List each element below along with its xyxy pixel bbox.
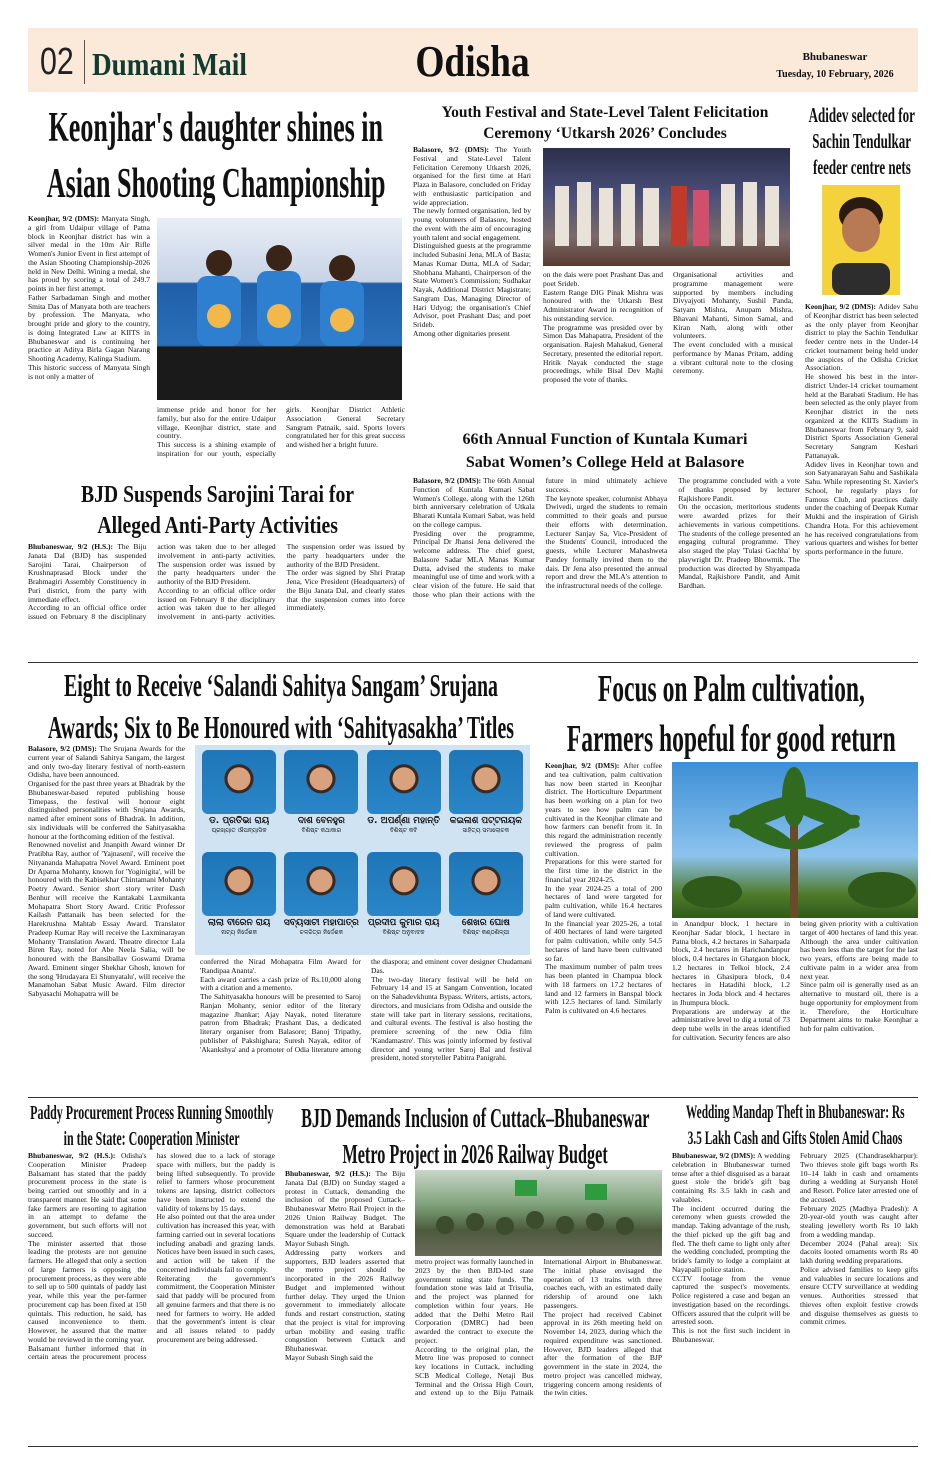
lead-text: A wedding celebration in Bhubaneswar turned tense after a thief disguised as a baraat guest stole the bride's gift bag containing Rs 3.5 lakh in cash and valuables. xyxy=(672,1152,790,1204)
article-body-metro-cont xyxy=(415,1258,662,1442)
headline-line: Metro Project in 2026 Railway Budget xyxy=(342,1139,608,1169)
paragraph: on the dais were poet Prashant Das and poet Srideb. xyxy=(543,271,663,288)
ceremony-illustration xyxy=(543,148,790,266)
lead-paragraph xyxy=(28,215,150,294)
paragraph-list xyxy=(200,958,532,1063)
paragraph: Father Sarbadaman Singh and mother Smita Das of Manyata both are teachers by profession. The Manyata, who brought pride and glory to the country, is doing Integrated Law at KIITS in Bhubaneswar and is continuing her practice at Aditya Birla Gagan Narang Shooting Academy, Kalinga Stadium. xyxy=(28,292,150,363)
awardee-tile xyxy=(447,750,525,848)
headline-paddy xyxy=(28,1100,275,1152)
awardee-portrait xyxy=(367,750,441,814)
paragraph: The incident occurred during the ceremony when guests crowded the mandap. Taking advantage of the rush, the thief picked up the gift bag and fled. The theft came to light only after the wedding concluded, prompting the bride's family to lodge a complaint at Nayapalli police station. xyxy=(672,1203,790,1274)
paragraph: Mayor Subash Singh said the xyxy=(285,1352,373,1362)
paragraph: The two-day literary festival will be held on February 14 and 15 at Sangam Convention, located on the Sahadevkhunta Bypass. Writers, artists, actors, directors, and musicians from Odisha and outside the state will take part in literary sessions, recitations, and cultural events. The festival is also hosting the premiere screening of the new Odia film 'Kandamastre'. This was jointly informed by festival director and young writer Saroj Bal and festival president, noted storyteller Pabitra Panigrahi. xyxy=(371,974,532,1063)
dateline: Keonjhar, 9/2 (DMS): xyxy=(805,303,877,311)
page-bottom-rule xyxy=(28,1446,918,1447)
headline-adidev xyxy=(805,102,918,180)
lead-paragraph xyxy=(28,1152,147,1240)
paragraph-list xyxy=(543,271,793,385)
article-body-adidev xyxy=(805,303,918,657)
paragraph: In the year 2024-25 a total of 200 hectares of land were targeted for palm cultivation, while 16.4 hectares of land were cultivated. xyxy=(545,883,662,919)
paragraph: February 2025 (Madhya Pradesh): A 20-year-old youth was caught after stealing jewellery worth Rs 10 lakh from a wedding mandap. xyxy=(800,1203,918,1239)
shooting-medalists-photo xyxy=(157,218,402,400)
newspaper-name: Dumani Mail xyxy=(92,46,247,82)
headline-line: BJD Demands Inclusion of Cuttack–Bhubaneswar xyxy=(300,1103,650,1133)
paragraph: The event concluded with a musical performance by Manas Pritam, adding a vibrant cultural note to the closing ceremony. xyxy=(673,340,793,376)
awardee-name: କଇଳାଶ ପଟ୍ଟନାୟକ xyxy=(449,816,522,826)
lead-paragraph xyxy=(805,303,918,373)
awardee-role: ଚଳଚ୍ଚିତ୍ର ନିର୍ଦ୍ଦେଶକ xyxy=(299,929,344,936)
headline-line: Farmers hopeful for good return xyxy=(567,718,896,760)
lead-text: Adidev Sahu of Keonjhar district has been selected as the only player from Keonjhar district to play the Sachin Tendulkar feeder centre nets in the Under-14 cricket tournament being held under the auspices of the Odisha Cricket Association. xyxy=(805,303,918,373)
lead-paragraph xyxy=(28,543,146,604)
article-body-palm-cont xyxy=(672,920,918,1090)
awardee-tile xyxy=(200,852,278,950)
lead-text: The Srujana Awards for the current year of Salandi Sahitya Sangam, the largest and only two-day literary festival of north-eastern Odisha, have been announced. xyxy=(28,745,185,780)
paragraph: Presiding over the programme, Principal Dr Jhansi Jena delivered the welcome address. The chief guest, Balasore Sadar MLA Manas Kumar Dutta, advised the students to make meaningful use of time and work with a clear vision of the future. He said that those who plan their actions with the future in mind ultimately achieve success. xyxy=(413,477,668,599)
awardee-role: ନାଟ୍ୟ ନିର୍ଦ୍ଦେଶକ xyxy=(221,929,258,936)
awardee-role: ବିଶିଷ୍ଟ କଣ୍ଠଶିଳ୍ପୀ xyxy=(462,929,510,936)
paragraph: Among other dignitaries present xyxy=(413,328,510,338)
lead-text: Odisha's Cooperation Minister Pradeep Balsamant has stated that the paddy procurement process in the state is being carried out smoothly and in a transparent manner. He said that some fake farmers are resorting to agitation in an attempt to defame the government, but such efforts will not succeed. xyxy=(28,1152,147,1239)
paragraph: On the occasion, meritorious students were awarded prizes for their achievements in various competitions. The students of the college presented an engaging cultural programme. They also staged the play 'Tulasi Gachha' by playwright Dr. Pradeep Bhowmik. The production was directed by Shyampada Mandal, Rajkishore Pandit, and Amit Bardhan. xyxy=(678,502,800,590)
section-divider xyxy=(28,1097,918,1098)
awardee-portrait xyxy=(284,750,358,814)
awardee-tile xyxy=(365,852,443,950)
paragraph: The maximum number of palm trees has been planted in Champua block with 18 farmers on 17.2 hectares of land and 12 farmers in Banspal block with 12.5 hectares of land. Similarly Palm is cultivated on 4.6 hectares xyxy=(545,962,662,1015)
article-body-salandi-cont xyxy=(200,958,532,1095)
article-body-palm xyxy=(545,762,662,1092)
paragraph-list xyxy=(157,406,405,459)
awardee-name: ଦାଶ ବେନହୁର xyxy=(297,816,345,826)
dateline: Balasore, 9/2 (DMS): xyxy=(413,477,482,485)
paragraph: According to an official office order issued on February 8 the disciplinary action was taken due to her alleged involvement in anti-party activities. The suspension order was issued by the party headquarters under the authority of the BJD President. xyxy=(28,543,276,621)
awardee-name: ଡ. ଅପର୍ଣ୍ଣା ମହାନ୍ତି xyxy=(367,816,440,826)
paragraph: The newly formed organisation, led by young volunteers of Balasore, hosted the event with the aim of encouraging youth talent and social engagement. xyxy=(413,206,531,242)
headline-line: Sabat Women’s College Held at Balasore xyxy=(465,454,745,471)
headline-line: Adidev selected for xyxy=(808,103,915,127)
paragraph: Preparations are underway at the administrative level to dig a total of 73 deep tube wells in the areas identified for cultivation. Security fences are also being given priority with a cultivation target of 400 hectares of land this year. Although the area under cultivation has been less than the target for the last two years, efforts are being made to cultivate palm in a wider area from next year. xyxy=(672,920,918,1042)
lead-text: The Youth Festival and State-Level Talent Felicitation Ceremony Utkarsh 2026, organised for the first time at Hari Plaza in Balasore, concluded on Friday with enthusiastic participation and wide appreciation. xyxy=(413,146,531,207)
awardee-tile xyxy=(282,852,360,950)
paragraph: This historic success of Manyata Singh is not only a matter of xyxy=(28,362,150,381)
portrait-illustration xyxy=(822,185,900,295)
dateline: Bhubaneswar, 9/2 (H.S.): xyxy=(285,1170,371,1178)
awardee-tile xyxy=(200,750,278,848)
utkarsh-ceremony-photo xyxy=(543,148,790,266)
lead-text: After coffee and tea cultivation, palm cultivation has now been started in Keonjhar district. The Horticulture Department has been working on a plan for two years to see how palm can be cultivated in the Keonjhar climate and how farmers can benefit from it. In this regard the administration recently reviewed the progress of palm cultivation. xyxy=(545,762,662,858)
article-body-shooting-cont xyxy=(157,406,405,472)
paragraph-list xyxy=(805,373,918,557)
headline-kuntala xyxy=(410,428,800,474)
headline-line: Ceremony ‘Utkarsh 2026’ Concludes xyxy=(483,125,727,142)
awardee-portrait xyxy=(449,852,523,916)
article-body-utkarsh-cont xyxy=(543,271,793,423)
paragraph-list xyxy=(413,207,531,338)
paragraph: Distinguished guests at the programme included Subasini Jena, MLA of Basta; Manas Kumar Dutta, MLA of Sadar; Shobhana Mahanti, Chairperson of the State Women's Commission; Sudhakar Nayak, Additional District Magistrate; Sangram Das, Managing Director of Hari Udyog; the organisation's Chief Advisor, poet Prashant Das; and poet Srideb. xyxy=(413,241,531,329)
lead-paragraph xyxy=(413,477,535,530)
paragraph: metro project was formally launched in 2023 by the then BJD-led state government using state funds. The foundation stone was laid at Trisulia, and the project was planned for completion within four years. He added that the Delhi Metro Rail Corporation (DMRC) had been awarded the contract to execute the project. xyxy=(415,1258,534,1345)
palm-illustration xyxy=(672,762,918,918)
headline-line: 66th Annual Function of Kuntala Kumari xyxy=(462,431,748,448)
headline-line: BJD Suspends Sarojini Tarai for xyxy=(80,482,355,508)
awardee-portrait xyxy=(367,852,441,916)
headline-line: Youth Festival and State-Level Talent Felicitation xyxy=(441,104,769,121)
awardee-role: ବିଶିଷ୍ଟ ଅନୁବାଦକ xyxy=(382,929,425,936)
paragraph: Organised for the past three years at Bhadrak by the Bhubaneswar-based reputed publishing house Timepass, the festival will honour eight distinguished personalities with Srujana Awards, named after eminent sons of Bhadrak. In addition, six individuals will be conferred the Sahityasakha honour at the forthcoming edition of the festival. xyxy=(28,779,185,841)
article-body-shooting xyxy=(28,215,150,473)
awardee-role: ବିଶିଷ୍ଟ କବି xyxy=(389,827,418,834)
headline-line: Alleged Anti-Party Activities xyxy=(97,513,338,539)
paragraph: Each award carries a cash prize of Rs.10,000 along with a citation and a memento. xyxy=(200,974,361,993)
paragraph: The Sahityasakha honours will be presented to Saroj Ranjan Mohanty, senior editor of the literary magazine Jhankar; Ajay Nayak, noted literature patron from Bhadrak; Prashant Das, a dedicated literary organiser from Balasore; Banoj Tripathy, publisher of Pakshighara; Suresh Nayak, editor of 'Akankshya' and a promoter of Odia literature among the diaspora; and eminent cover designer Chudamani Das. xyxy=(200,958,532,1054)
lead-text: The Biju Janata Dal (BJD) on Sunday staged a protest in Cuttack, demanding the inclusion of the proposed Cuttack–Bhubaneswar Metro Rail Project in the 2026 Union Railway Budget. The demonstration was held at Barabati Square under the leadership of Cuttack Mayor Subash Singh. xyxy=(285,1170,405,1248)
paragraph: Eastern Range DIG Pinak Mishra was honoured with the Utkarsh Best Administrator Award in recognition of his outstanding service. xyxy=(543,287,663,323)
awardee-portrait xyxy=(449,750,523,814)
paragraph: Renowned novelist and Jnanpith Award winner Dr Pratibha Ray, author of 'Yajnaseni', will receive the Nityananda Mahapatra Novel Award. Eminent poet Dr Aparna Mohanty, known for 'Yoginigita', will be honoured with the Kabisekhar Chintamani Mohanty Poetry Award. Senior short story writer Dash Benhur will receive the Kantakabi Laxmikanta Mohapatra Short Story Award. Critic Professor Kailash Pattanaik has been selected for the Harekrushna Mahtab Essay Award. Translator Pradeep Kumar Ray will receive the Laxminarayan Mohanty Translation Award. Theatre director Lala Biren Ray, noted for Abe Neela Salia, will be honoured with the Bansiballav Goswami Drama Award. Eminent singer Shekhar Ghosh, known for the song 'Hrudayara Ei Shunyatalu', will receive the Manamohan Sabat Music Award. Film director Sabyasachi Mohapatra will be xyxy=(28,840,185,998)
paragraph: CCTV footage from the venue captured the suspect's movements. Police registered a case and began an investigation based on the recordings. Officers assured that the culprit will be arrested soon. xyxy=(672,1273,790,1327)
article-body-salandi xyxy=(28,745,185,1095)
headline-line: Keonjhar's daughter shines in xyxy=(48,105,384,151)
headline-wedding-theft xyxy=(672,1100,918,1152)
section-divider xyxy=(28,662,918,663)
paragraph: December 2024 (Pahal area): Six dacoits looted ornaments worth Rs 40 lakh during wedding preparations. xyxy=(800,1238,918,1265)
awardee-name: ଶେଖର ଘୋଷ xyxy=(461,918,510,928)
awardee-portrait xyxy=(202,750,276,814)
paragraph-list xyxy=(672,920,918,1043)
paragraph: Addressing party workers and supporters, BJD leaders asserted that the metro project should be incorporated in the 2026 Railway Budget and implemented without further delay. They urged the Union government to immediately allocate funds and restart construction, stating that the project is vital for improving urban mobility and easing traffic congestion between Cuttack and Bhubaneswar. xyxy=(285,1247,405,1353)
lead-text: The Biju Janata Dal (BJD) has suspended Sarojini Tarai, Chairperson of Krushnaprasad Block under the Brahmagiri Assembly Constituency in Puri district, from the party with immediate effect. xyxy=(28,543,147,604)
lead-paragraph xyxy=(672,1152,790,1205)
paragraph-list xyxy=(28,780,185,999)
dateline: Balasore, 9/2 (DMS): xyxy=(28,745,97,753)
paragraph: The programme concluded with a vote of thanks proposed by lecturer Rajkishore Pandit. xyxy=(678,477,800,503)
headline-line: Focus on Palm cultivation, xyxy=(597,668,866,710)
paragraph: Police advised families to keep gifts and valuables in secure locations and ensure CCTV surveillance at wedding venues. Authorities stressed that thieves often exploit festive crowds and disguise themselves as guests to commit crimes. xyxy=(800,1264,918,1327)
awardee-role: ସାହିତ୍ୟ ସମାଲୋଚକ xyxy=(462,827,510,834)
paragraph: The keynote speaker, columnist Abhaya Dwivedi, urged the students to remain committed to their goals and pursue their efforts with determination. Lecturer Sanjay Sa, Vice-President of the Students' Council, introduced the guests, while Lecturer Mahashweta Pandey formally invited them to the dais. Dr Jena also presented the annual report and drew the MLA's attention to the infrastructural needs of the college. xyxy=(545,493,668,590)
article-body-paddy xyxy=(28,1152,275,1442)
paragraph-list xyxy=(285,1249,405,1363)
paragraph-list xyxy=(545,858,662,1016)
paragraph-list xyxy=(415,1258,662,1398)
paragraph: He also pointed out that the area under cultivation has increased this year, with farming carried out in several locations including anabadi and grazing lands. Notices have been issued in such cases, and action will be taken if the concerned individuals fail to comply. xyxy=(156,1212,275,1274)
paragraph: The minister asserted that those leading the protests are not genuine farmers. He alleged that only a section of large farmers is opposing the procurement process, as they were able to sell up to 500 quintals of paddy last year, while this year the per-farmer procurement cap has been fixed at 150 quintals. This reduction, he said, has caused inconvenience to them. However, he assured that the matter would be reviewed in the coming year. xyxy=(28,1238,147,1344)
headline-line: Sachin Tendulkar xyxy=(812,129,911,153)
paragraph: The order was signed by Shri Pratap Jena, Vice President (Headquarters) of the Biju Janata Dal, and clearly states that the suspension comes into force immediately. xyxy=(286,568,405,613)
paragraph: February 2025 (Chandrasekharpur): Two thieves stole gift bags worth Rs 10–14 lakh in cash and ornaments during a wedding at Suryansh Hotel and Resort. Police later arrested one of the accused. xyxy=(800,1152,918,1204)
adidev-portrait-photo xyxy=(822,185,900,295)
headline-line: Asian Shooting Championship xyxy=(46,161,386,207)
article-body-wedding-theft xyxy=(672,1152,918,1442)
awardee-role: ବିଶିଷ୍ଟ କଥାକାର xyxy=(301,827,342,834)
lead-paragraph xyxy=(413,146,531,207)
headline-line: Paddy Procurement Process Running Smoothly xyxy=(29,1102,274,1124)
paragraph: Balsamant further informed that in certain areas the procurement process has slowed due to a lack of storage space with millers, but the paddy is being lifted subsequently. To provide relief to farmers whose procurement tokens are lapsing, district collectors have been instructed to extend the validity of tokens by 15 days. xyxy=(28,1152,275,1362)
paragraph: Preparations for this were started for the first time in the district in the financial year 2024-25. xyxy=(545,857,662,884)
paragraph: immense pride and honor for her family, but also for the entire Udaipur village, Keonjhar district, state and country. xyxy=(157,406,276,441)
headline-line: Wedding Mandap Theft in Bhubaneswar: Rs xyxy=(685,1102,905,1123)
article-body-bjd-suspends xyxy=(28,543,405,659)
paragraph: Reiterating the government's commitment, the Cooperation Minister said that paddy will be procured from all genuine farmers and that there is no need for farmers to worry. He added that the government's intent is clear and all issues related to paddy procurement are being addressed. xyxy=(156,1273,275,1344)
bjd-protest-photo xyxy=(415,1170,662,1256)
headline-line: Awards; Six to Be Honoured with ‘Sahityasakha’ Titles xyxy=(47,709,514,745)
dateline: Keonjhar, 9/2 (DMS): xyxy=(28,215,100,223)
paragraph: Organisational activities and programme management were supported by members including Divyajyoti Mohanty, Sushil Panda, Satyam Mishra, Anupam Mishra, Bhavani Mahanti, Simon Samal, and Kiran Nath, along with other volunteers. xyxy=(673,271,793,341)
awardee-name: ଲାଲା ବୀରେନ ରାୟ xyxy=(207,918,271,928)
headline-metro xyxy=(285,1100,665,1172)
section-title: Odisha xyxy=(415,37,530,86)
article-body-metro xyxy=(285,1170,405,1442)
headline-bjd-suspends xyxy=(30,480,405,542)
paragraph: Since palm oil is generally used as an alternative to mustard oil, there is a huge opportunity for employment from it. Therefore, the Horticulture Department aims to make Keonjhar a hub for palm cultivation. xyxy=(800,980,918,1033)
paragraph-list xyxy=(28,294,150,382)
headline-palm xyxy=(545,664,918,764)
paragraph: in Anandpur block, 1 hectare in Keonjhar Sadar block, 1 hectare in Patna block, 4.2 hectares in Saharpada block, 2.4 hectares in Harichandanpur block, 0.4 hectares in Ghatgaon block, 1.2 hectares in Telkoi block, 2.4 hectares in Ghasipura block, 0.4 hectares in Hatadihi block, 1.2 hectares in Joda block and 4 hectares in Jhumpura block. xyxy=(672,920,790,1007)
paragraph: The project had received Cabinet approval in its 26th meeting held on November 14, 2023, during which the required expenditure was sanctioned. However, BJD leaders alleged that after the formation of the BJP government in the state in 2024, the metro project was cancelled midway, triggering concern among residents of the twin cities. xyxy=(543,1309,662,1398)
awardee-name: ସବ୍ୟସାଚୀ ମହାପାତ୍ର xyxy=(283,918,359,928)
lead-text: Manyata Singh, a girl from Udaipur village of Patna block in Keonjhar district has win a silver medal in the 10m Air Rifle Women's Junior Event in first attempt of the Asian Shooting Championship-2026 held in New Delhi. Wining a medal, she has proud by scoring a total of 249.7 points in her first attempt. xyxy=(28,215,150,293)
awardee-tile xyxy=(447,852,525,950)
awardees-photo-collage xyxy=(195,745,530,955)
paragraph: Adidev lives in Keonjhar town and son Satyanarayan Sahu and Sashikala Sahu. While representing St. Xavier's School, he regularly plays for Famous Club, and practices daily under the coaching of Deepak Kumar Mukhi and the inspiration of Girish Chandra Hota. For this achievement he has received congratulations from various quarters and wishes for better sports performance in the future. xyxy=(805,459,918,556)
awardee-tile xyxy=(365,750,443,848)
awardee-name: ପ୍ରଦୀପ କୁମାର ରାୟ xyxy=(367,918,440,928)
headline-utkarsh xyxy=(410,102,800,144)
awardee-name: ଡ. ପ୍ରତିଭା ରାୟ xyxy=(209,816,270,826)
headline-shooting xyxy=(30,100,402,212)
headline-line: feeder centre nets xyxy=(812,155,911,179)
lead-text: The 66th Annual Function of Kuntala Kumari Sabat Women's College, along with the 126th birth anniversary celebration of Utkala Bharati Kuntala Kumari Sabat, was held on the college campus. xyxy=(413,477,535,529)
lead-paragraph xyxy=(285,1170,405,1249)
dateline: Bhubaneswar, 9/2 (H.S.): xyxy=(28,1152,116,1160)
protest-illustration xyxy=(415,1170,662,1256)
palm-tree-photo xyxy=(672,762,918,918)
paragraph: conferred the Nirad Mohapatra Film Award for 'Randipaa Ananta'. xyxy=(200,958,361,975)
awardee-role: ପ୍ରଖ୍ୟାତ ଔପନ୍ୟାସିକ xyxy=(211,827,267,834)
paragraph: This is not the first such incident in Bhubaneswar. xyxy=(672,1326,790,1344)
page-number: 02 xyxy=(40,41,74,83)
dateline: Keonjhar, 9/2 (DMS): xyxy=(545,762,620,770)
awardee-portrait xyxy=(202,852,276,916)
headline-line: 3.5 Lakh Cash and Gifts Stolen Amid Chaos xyxy=(687,1128,903,1149)
paragraph: This success is a shining example of inspiration for our youth, especially girls. Keonjhar District Athletic Association General Secretary Sangram Patnaik, said. Sports lovers congratulated her for this great success and wished her a bright future. xyxy=(157,406,405,458)
headline-line: Eight to Receive ‘Salandi Sahitya Sangam’ Srujana xyxy=(63,667,498,703)
article-body-utkarsh xyxy=(413,146,531,422)
dateline: Bhubaneswar, 9/2 (DMS): xyxy=(672,1152,756,1160)
lead-paragraph xyxy=(28,745,185,780)
dateline: Balasore, 9/2 (DMS): xyxy=(413,146,490,154)
edition-date: Tuesday, 10 February, 2026 xyxy=(776,69,894,80)
medalists-illustration xyxy=(157,218,402,400)
edition-city: Bhubaneswar xyxy=(802,51,868,63)
paragraph: According to the original plan, the Metro line was proposed to connect key locations in Cuttack, including SCB Medical College, Netaji Bus Terminal and the Orissa High Court, and extend up to the Biju Patnaik International Airport in Bhubaneswar. The initial phase envisaged the operation of 13 trains with three coaches each, with an estimated daily ridership of around one lakh passengers. xyxy=(415,1258,662,1398)
lead-paragraph xyxy=(545,762,662,858)
article-body-kuntala xyxy=(413,477,800,657)
paragraph: The programme was presided over by Simon Das Mahapatra, President of the organisation. Rajesh Mahakud, General Secretary, presented the editorial report. Hritik Nayak conducted the stage proceedings, while Bisal Dev Majhi proposed the vote of thanks. xyxy=(543,322,663,384)
masthead-divider xyxy=(84,40,85,84)
paragraph: In the financial year 2025-26, a total of 400 hectares of land were targeted for palm cultivation, while only 54.5 hectares of land have been cultivated so far. xyxy=(545,918,662,963)
headline-salandi xyxy=(28,664,533,748)
dateline: Bhubaneswar, 9/2 (H.S.): xyxy=(28,543,114,551)
headline-line: in the State: Cooperation Minister xyxy=(63,1128,240,1150)
paragraph: He showed his best in the inter-district Under-14 cricket tournament held at the Barabati Stadium. He has been selected as the only player from Keonjhar district in the nets organized at the KIITs Stadium in Bhubaneswar from February 9, said District Sports Association General Secretary Sangram Keshari Pattanayak. xyxy=(805,372,918,460)
awardee-tile xyxy=(282,750,360,848)
awardee-portrait xyxy=(284,852,358,916)
paragraph: According to an official office order issued on February 8 the disciplinary action was taken due to her alleged involvement in anti-party activities. The suspension order was issued by the party headquarters under the authority of the BJD President. xyxy=(157,543,405,621)
